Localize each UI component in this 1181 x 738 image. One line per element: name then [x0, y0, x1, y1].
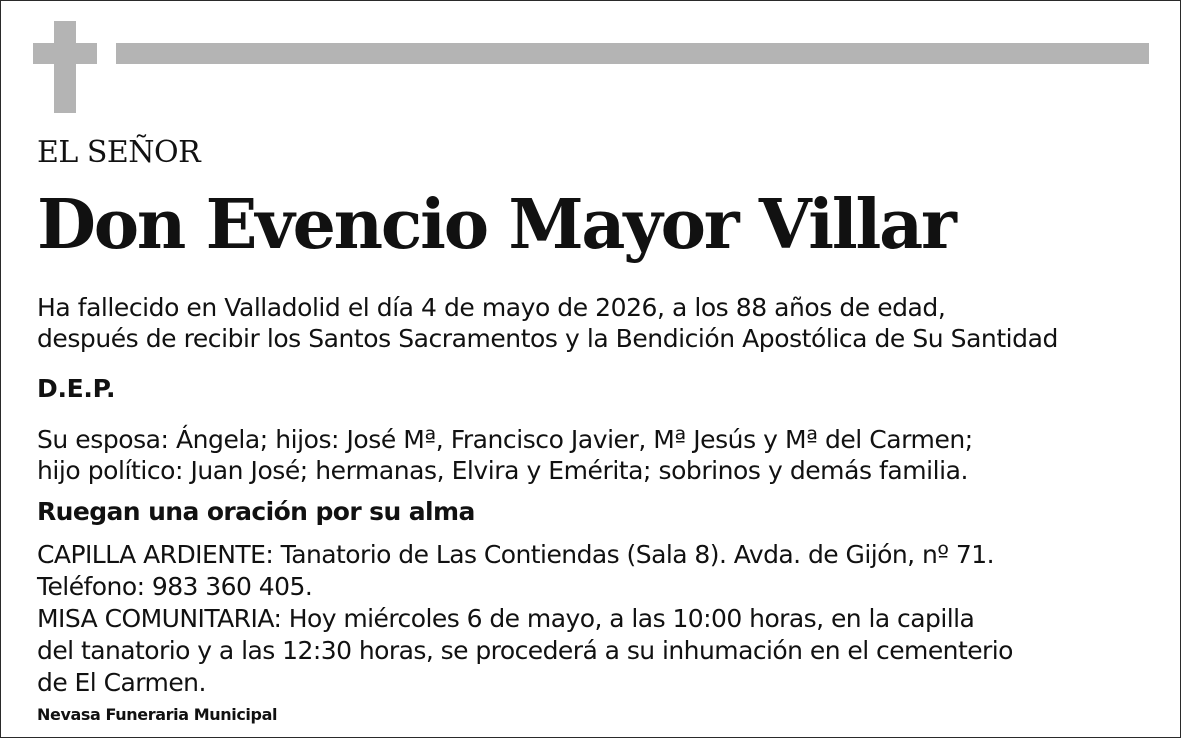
header-rule — [116, 43, 1149, 64]
family-line: hijo político: Juan José; hermanas, Elvira y Emérita; sobrinos y demás familia. — [37, 456, 968, 485]
service-line: Teléfono: 983 360 405. — [37, 572, 313, 601]
deceased-name: Don Evencio Mayor Villar — [37, 185, 955, 265]
service-line: del tanatorio y a las 12:30 horas, se procederá a su inhumación en el cementerio — [37, 636, 1013, 665]
service-line: de El Carmen. — [37, 668, 206, 697]
family-line: Su esposa: Ángela; hijos: José Mª, Francisco Javier, Mª Jesús y Mª del Carmen; — [37, 425, 973, 454]
cross-horizontal-bar — [33, 43, 97, 64]
service-line: CAPILLA ARDIENTE: Tanatorio de Las Contiendas (Sala 8). Avda. de Gijón, nº 71. — [37, 540, 994, 569]
funeral-home-credit: Nevasa Funeraria Municipal — [37, 705, 278, 724]
rip-label: D.E.P. — [37, 374, 116, 403]
family-list — [37, 424, 973, 486]
service-line: MISA COMUNITARIA: Hoy miércoles 6 de mayo, a las 10:00 horas, en la capilla — [37, 604, 975, 633]
service-details — [37, 539, 1013, 699]
honorific: EL SEÑOR — [37, 135, 201, 170]
prayer-request: Ruegan una oración por su alma — [37, 497, 475, 526]
cross-vertical-bar — [54, 21, 76, 113]
death-line: después de recibir los Santos Sacramentos y la Bendición Apostólica de Su Santidad — [37, 324, 1058, 353]
death-announcement — [37, 292, 1058, 354]
cross-icon — [33, 21, 97, 113]
death-line: Ha fallecido en Valladolid el día 4 de mayo de 2026, a los 88 años de edad, — [37, 293, 946, 322]
